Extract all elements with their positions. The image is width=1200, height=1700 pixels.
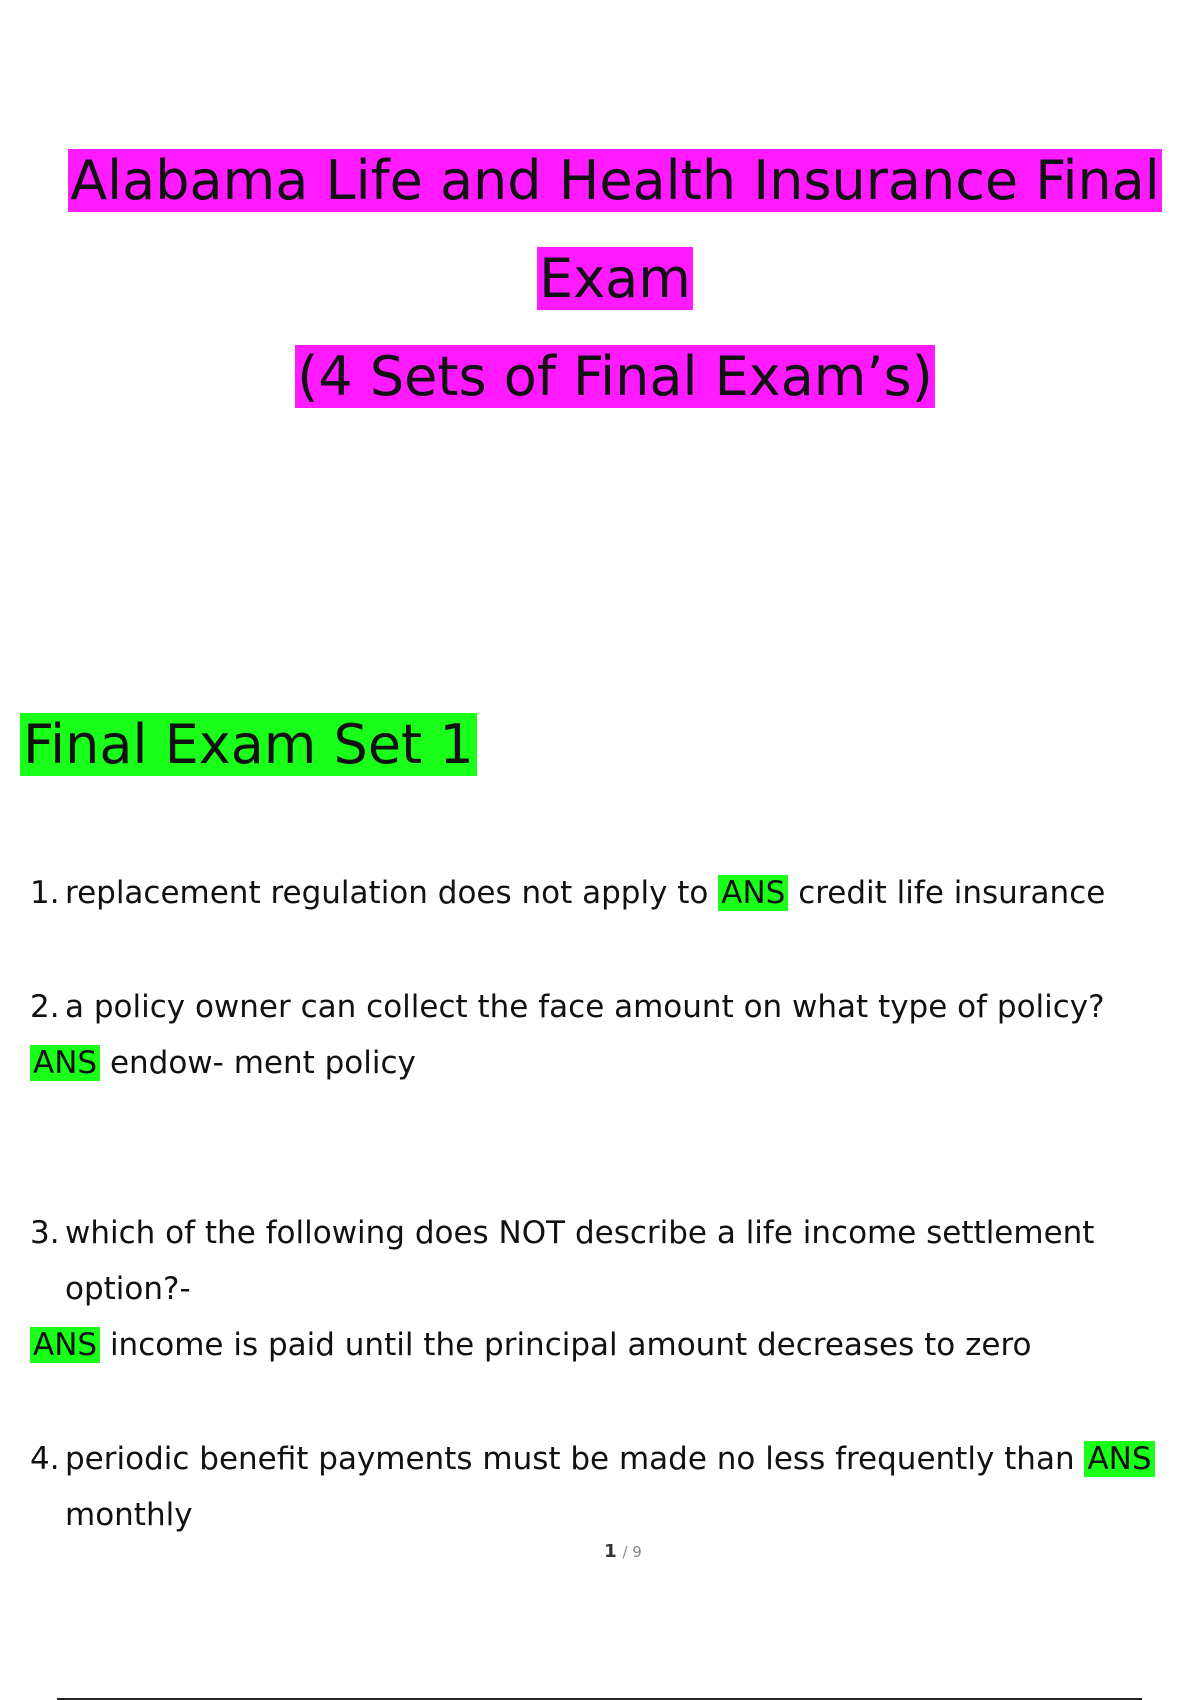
title-line-2 xyxy=(40,230,1190,328)
answer-text: credit life insurance xyxy=(798,875,1106,911)
question-number: 4. xyxy=(30,1441,60,1477)
answer-text: income is paid until the principal amount decreases to zero xyxy=(109,1327,1032,1363)
page-indicator xyxy=(0,1541,1200,1562)
ans-label: ANS xyxy=(30,1045,100,1081)
page-total: / 9 xyxy=(622,1543,642,1561)
title-highlight: Alabama Life and Health Insurance Final xyxy=(70,149,1160,212)
section-heading xyxy=(20,712,477,778)
ans-label: ANS xyxy=(30,1327,100,1363)
question-list xyxy=(30,865,1195,1543)
ans-label: ANS xyxy=(1084,1441,1154,1477)
document-title xyxy=(40,132,1190,426)
question-text: replacement regulation does not apply to xyxy=(65,875,709,911)
question-item xyxy=(30,865,1195,921)
question-item xyxy=(30,979,1195,1091)
question-number: 3. xyxy=(30,1215,60,1251)
question-text: periodic benefit payments must be made no less frequently than xyxy=(65,1441,1075,1477)
question-text: a policy owner can collect the face amount on what type of policy? xyxy=(65,989,1105,1025)
answer-text: endow- ment policy xyxy=(109,1045,416,1081)
title-line-1 xyxy=(40,132,1190,230)
question-number: 2. xyxy=(30,989,60,1025)
question-number: 1. xyxy=(30,875,60,911)
page-current: 1 xyxy=(604,1541,617,1562)
title-line-3 xyxy=(40,328,1190,426)
ans-label: ANS xyxy=(718,875,788,911)
question-item xyxy=(30,1205,1195,1373)
answer-line xyxy=(30,1327,1031,1363)
answer-text: monthly xyxy=(65,1497,193,1533)
answer-line xyxy=(30,1045,416,1081)
question-item xyxy=(30,1431,1195,1543)
title-highlight: (4 Sets of Final Exam’s) xyxy=(297,345,933,408)
section-heading-text: Final Exam Set 1 xyxy=(20,713,477,776)
question-text: which of the following does NOT describe a life income settlement option?- xyxy=(65,1215,1095,1307)
title-highlight: Exam xyxy=(539,247,691,310)
